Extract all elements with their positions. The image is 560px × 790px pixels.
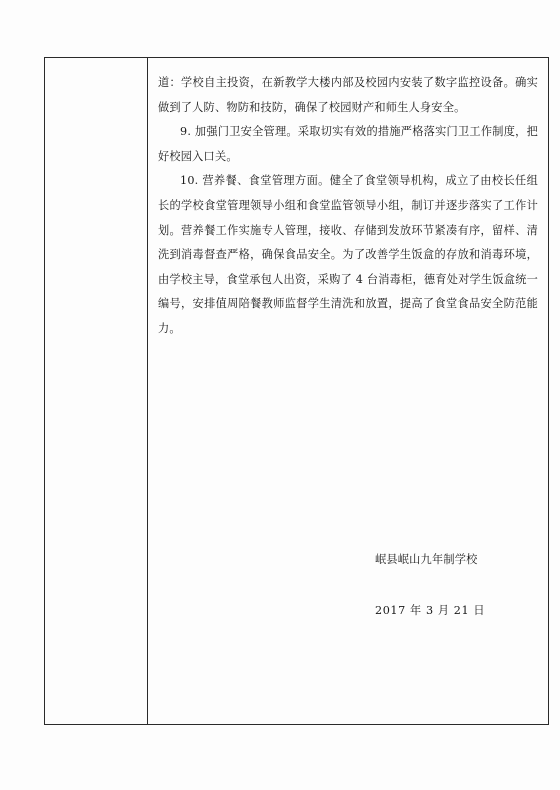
form-table	[44, 57, 549, 725]
paragraph-canteen-management: 10. 营养餐、食堂管理方面。健全了食堂领导机构，成立了由校长任组长的学校食堂管理领导小组和食堂监管领导小组，制订并逐步落实了工作计划。营养餐工作实施专人管理，接收、存储到发放环节紧凑有序，留样、清洗到消毒督查严格，确保食品安全。为了改善学生饭盒的存放和消毒环境，由学校主导，食堂承包人出资，采购了 4 台消毒柜，德育处对学生饭盒统一编号，安排值周陪餐教师监督学生清洗和放置，提高了食堂食品安全防范能力。	[158, 174, 538, 335]
table-label-column	[45, 58, 148, 724]
paragraph-surveillance: 道：学校自主投资，在新教学大楼内部及校园内安装了数字监控设备。确实做到了人防、物防和技防，确保了校园财产和师生人身安全。	[158, 76, 538, 114]
school-signature: 岷县岷山九年制学校	[375, 553, 478, 566]
report-body	[158, 71, 538, 342]
paragraph-gate-security: 9. 加强门卫安全管理。采取切实有效的措施严格落实门卫工作制度，把好校园入口关。	[158, 125, 538, 163]
signature-date: 2017 年 3 月 21 日	[375, 604, 486, 617]
